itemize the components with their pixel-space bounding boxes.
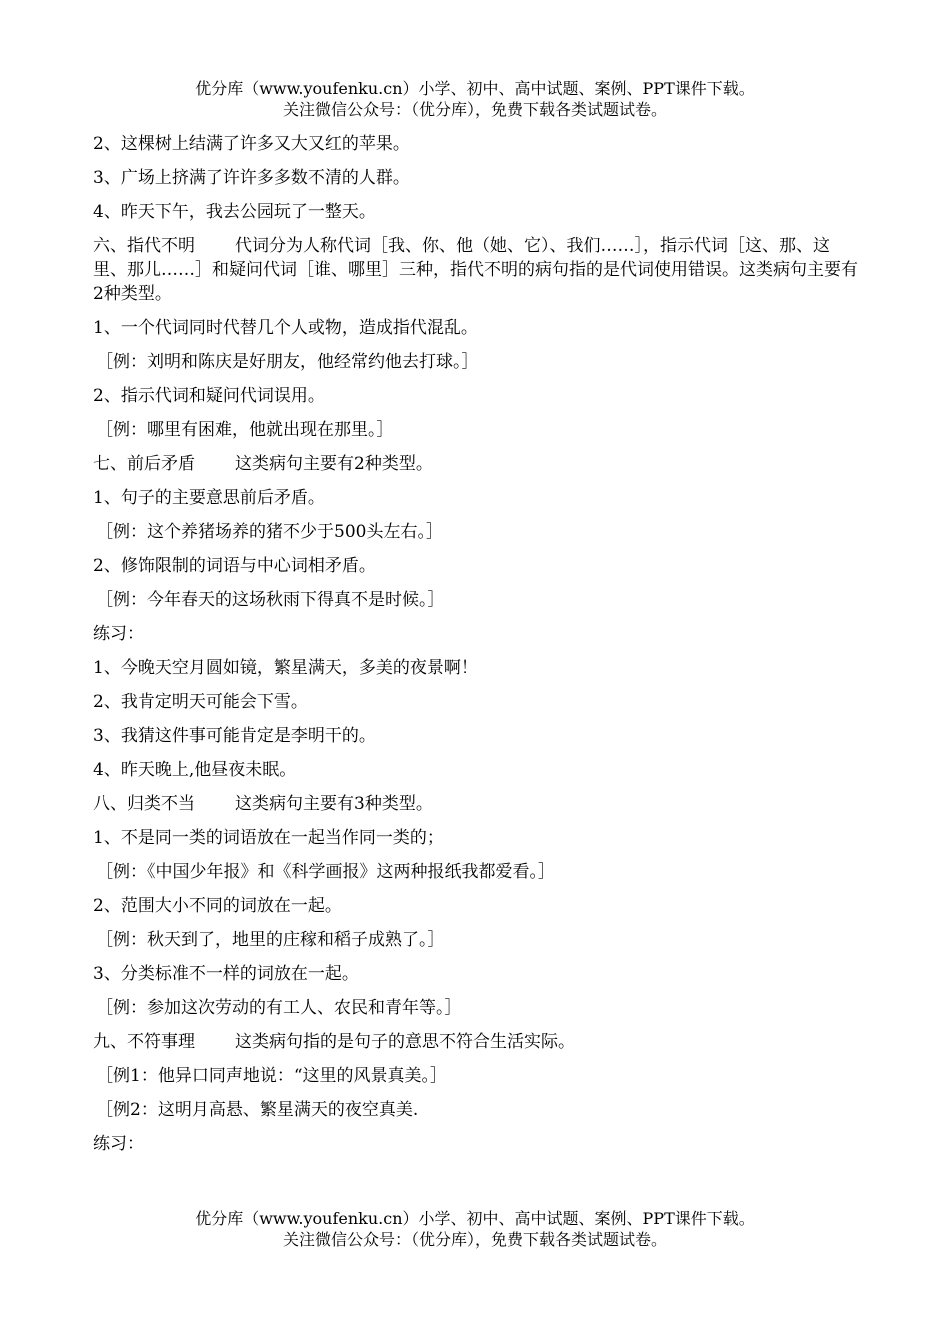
section-7-item-2-example: ［例：今年春天的这场秋雨下得真不是时候。］ <box>96 590 445 610</box>
section-9-example-2: ［例2：这明月高悬、繁星满天的夜空真美. <box>96 1100 419 1120</box>
section-8-item-2-example: ［例：秋天到了，地里的庄稼和稻子成熟了。］ <box>96 930 445 950</box>
practice-item-4: 4、昨天晚上,他昼夜未眠。 <box>93 760 297 780</box>
section-7-title: 七、前后矛盾 <box>93 454 195 474</box>
footer-line-2: 关注微信公众号：（优分库），免费下载各类试题试卷。 <box>282 1230 667 1249</box>
example-sentence-4: 4、昨天下午，我去公园玩了一整天。 <box>93 202 376 222</box>
practice-heading-1: 练习： <box>93 624 144 644</box>
document-body <box>93 132 863 1156</box>
section-6-item-2: 2、指示代词和疑问代词误用。 <box>93 386 325 406</box>
section-8-item-2: 2、范围大小不同的词放在一起。 <box>93 896 342 916</box>
section-7-item-1-example: ［例：这个养猪场养的猪不少于500头左右。］ <box>96 522 443 542</box>
section-8-item-3-example: ［例：参加这次劳动的有工人、农民和青年等。］ <box>96 998 462 1018</box>
section-8-item-1-example: ［例：《中国少年报》和《科学画报》这两种报纸我都爱看。］ <box>96 862 555 882</box>
footer-line-1: 优分库（www.youfenku.cn）小学、初中、高中试题、案例、PPT课件下载。 <box>195 1209 755 1228</box>
page-header <box>0 78 950 120</box>
section-9-description: 这类病句指的是句子的意思不符合生活实际。 <box>235 1032 575 1052</box>
section-7-item-2: 2、修饰限制的词语与中心词相矛盾。 <box>93 556 376 576</box>
section-6-description: 代词分为人称代词［我、你、他（她、它）、我们……］，指示代词［这、那、这里、那儿……］和疑问代词［谁、哪里］三种，指代不明的病句指的是代词使用错误。这类病句主要有2种类型。 <box>93 236 858 304</box>
section-7-paragraph <box>93 452 863 476</box>
practice-item-2: 2、我肯定明天可能会下雪。 <box>93 692 308 712</box>
section-8-item-1: 1、不是同一类的词语放在一起当作同一类的； <box>93 828 444 848</box>
section-9-title: 九、不符事理 <box>93 1032 195 1052</box>
example-sentence-2: 2、这棵树上结满了许多又大又红的苹果。 <box>93 134 410 154</box>
header-line-1: 优分库（www.youfenku.cn）小学、初中、高中试题、案例、PPT课件下载。 <box>195 79 755 98</box>
section-8-title: 八、归类不当 <box>93 794 195 814</box>
section-8-item-3: 3、分类标准不一样的词放在一起。 <box>93 964 359 984</box>
practice-item-1: 1、今晚天空月圆如镜，繁星满天，多美的夜景啊！ <box>93 658 478 678</box>
practice-item-3: 3、我猜这件事可能肯定是李明干的。 <box>93 726 376 746</box>
header-line-2: 关注微信公众号：（优分库），免费下载各类试题试卷。 <box>282 100 667 119</box>
page-footer <box>0 1208 950 1250</box>
section-6-item-1-example: ［例：刘明和陈庆是好朋友，他经常约他去打球。］ <box>96 352 479 372</box>
section-6-item-1: 1、一个代词同时代替几个人或物，造成指代混乱。 <box>93 318 478 338</box>
section-8-description: 这类病句主要有3种类型。 <box>235 794 433 814</box>
section-9-paragraph <box>93 1030 863 1054</box>
section-7-item-1: 1、句子的主要意思前后矛盾。 <box>93 488 325 508</box>
section-6-title: 六、指代不明 <box>93 236 195 256</box>
practice-heading-2: 练习： <box>93 1134 144 1154</box>
section-9-example-1: ［例1：他异口同声地说：“这里的风景真美。］ <box>96 1066 448 1086</box>
example-sentence-3: 3、广场上挤满了许许多多数不清的人群。 <box>93 168 410 188</box>
section-8-paragraph <box>93 792 863 816</box>
section-6-item-2-example: ［例：哪里有困难，他就出现在那里。］ <box>96 420 394 440</box>
section-6-paragraph <box>93 234 863 306</box>
section-7-description: 这类病句主要有2种类型。 <box>235 454 433 474</box>
